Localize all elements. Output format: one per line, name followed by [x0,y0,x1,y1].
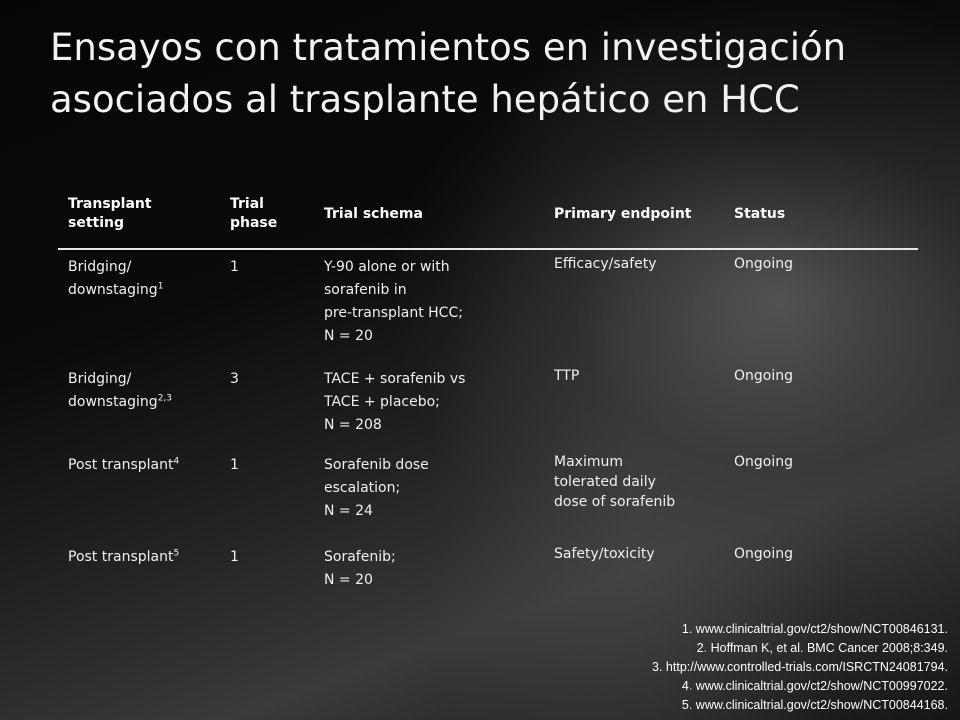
cell-trial-phase: 1 [230,549,239,565]
reference-marker: 5 [173,548,180,559]
trials-table [58,182,918,606]
cell-trial-phase: 1 [230,259,239,275]
cell-trial-phase: 1 [230,457,239,473]
cell-status: Ongoing [734,546,793,562]
header-trial-schema: Trial schema [314,182,544,249]
header-status: Status [724,182,918,249]
cell-trial-schema: TACE + sorafenib vs TACE + placebo; N = 208 [324,371,466,433]
cell-primary-endpoint: TTP [554,368,580,384]
cell-transplant-setting: Bridging/ downstaging$^{2,3}$ [68,371,173,410]
reference-marker: 4 [173,456,180,467]
slide-title [50,22,930,126]
table-row [58,249,918,362]
slide-title-line-1: Ensayos con tratamientos en investigación [50,26,847,69]
header-primary-endpoint: Primary endpoint [544,182,724,249]
table-row [58,362,918,448]
table-row [58,448,918,540]
reference-marker: 1 [157,281,164,292]
table-row [58,540,918,606]
reference-item: 5. www.clinicaltrial.gov/ct2/show/NCT00844168. [681,698,948,712]
header-trial-phase: Trial phase [220,182,314,249]
reference-item: 2. Hoffman K, et al. BMC Cancer 2008;8:349. [696,641,948,655]
cell-transplant-setting: Post transplant$^4$ [68,456,180,473]
cell-trial-schema: Y-90 alone or with sorafenib in pre-transplant HCC; N = 20 [324,259,463,344]
reference-marker: 2,3 [157,393,173,404]
references-list [652,620,948,715]
cell-transplant-setting: Post transplant$^5$ [68,548,180,565]
cell-transplant-setting: Bridging/ downstaging$^1$ [68,259,164,298]
cell-primary-endpoint: Efficacy/safety [554,256,657,272]
cell-status: Ongoing [734,368,793,384]
cell-trial-schema: Sorafenib; N = 20 [324,549,396,588]
cell-trial-schema: Sorafenib dose escalation; N = 24 [324,457,429,519]
slide-title-line-2: asociados al trasplante hepático en HCC [50,78,800,121]
table-header-row [58,182,918,249]
reference-item: 4. www.clinicaltrial.gov/ct2/show/NCT00997022. [681,679,948,693]
cell-primary-endpoint: Maximum tolerated daily dose of sorafenib [554,454,676,510]
cell-primary-endpoint: Safety/toxicity [554,546,655,562]
cell-status: Ongoing [734,454,793,470]
cell-status: Ongoing [734,256,793,272]
cell-trial-phase: 3 [230,371,239,387]
reference-item: 1. www.clinicaltrial.gov/ct2/show/NCT00846131. [681,622,948,636]
header-transplant-setting: Transplant setting [58,182,220,249]
reference-item: 3. http://www.controlled-trials.com/ISRCTN24081794. [652,660,948,674]
